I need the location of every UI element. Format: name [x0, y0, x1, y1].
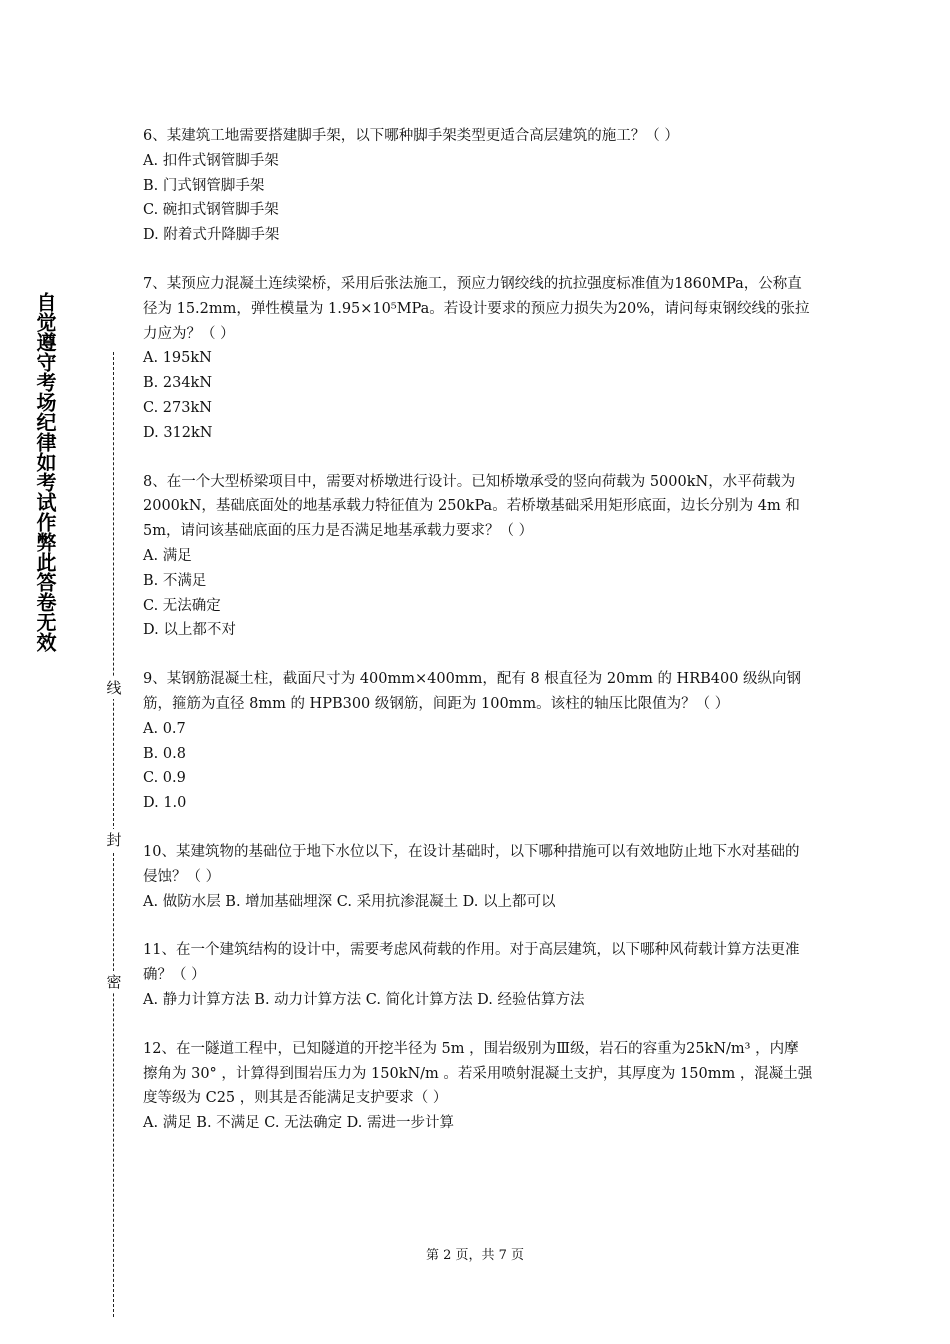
option-d: D. 1.0 — [143, 795, 187, 812]
option-d: D. 附着式升降脚手架 — [143, 227, 280, 244]
page-number-footer: 第 2 页，共 7 页 — [425, 1248, 525, 1263]
exam-discipline-slogan: 自觉遵守考场纪律如考试作弊此答卷无效 — [33, 292, 57, 652]
question-text: 6、某建筑工地需要搭建脚手架，以下哪种脚手架类型更适合高层建筑的施工？（ ） — [143, 128, 679, 144]
option-a: A. 195kN — [143, 350, 212, 367]
seal-label-xian: 线 — [104, 677, 124, 699]
question-text: 11、在一个建筑结构的设计中，需要考虑风荷载的作用。对于高层建筑，以下哪种风荷载计算方法更准确？（ ） — [143, 942, 800, 984]
option-b: B. 门式钢管脚手架 — [143, 177, 265, 194]
option-d: D. 以上都不对 — [143, 622, 236, 639]
option-b: B. 不满足 — [143, 572, 207, 589]
options-line: A. 满足 B. 不满足 C. 无法确定 D. 需进一步计算 — [143, 1115, 455, 1132]
option-c: C. 碗扣式钢管脚手架 — [143, 202, 279, 219]
options-line: A. 做防水层 B. 增加基础埋深 C. 采用抗渗混凝土 D. 以上都可以 — [143, 893, 556, 910]
option-c: C. 无法确定 — [143, 597, 221, 614]
question-9 — [143, 667, 813, 816]
option-c: C. 273kN — [143, 399, 212, 416]
question-8 — [143, 470, 813, 644]
question-text: 8、在一个大型桥梁项目中，需要对桥墩进行设计。已知桥墩承受的竖向荷载为 5000kN，水平荷载为 2000kN，基础底面处的地基承载力特征值为 250kPa。若桥墩基础采用矩形底面，边长分别为 4m 和 5m，请问该基础底面的压力是否满足地基承载力要求？（ ） — [143, 473, 800, 540]
question-list — [143, 124, 813, 1160]
question-6 — [143, 124, 813, 248]
question-10 — [143, 840, 813, 914]
question-12 — [143, 1037, 813, 1136]
option-a: A. 满足 — [143, 547, 192, 564]
seal-label-feng: 封 — [104, 829, 124, 851]
seal-label-mi: 密 — [104, 971, 124, 993]
option-c: C. 0.9 — [143, 770, 186, 787]
option-d: D. 312kN — [143, 424, 213, 441]
options-line: A. 静力计算方法 B. 动力计算方法 C. 简化计算方法 D. 经验估算方法 — [143, 991, 585, 1008]
question-text: 12、在一隧道工程中，已知隧道的开挖半径为 5m ，围岩级别为Ⅲ级，岩石的容重为25kN/m³ ，内摩擦角为 30° ，计算得到围岩压力为 150kN/m 。若采用喷射混凝土支护，其厚度为 150mm ，混凝土强度等级为 C25 ，则其是否能满足支护要求（ ） — [143, 1040, 813, 1107]
question-text: 7、某预应力混凝土连续梁桥，采用后张法施工，预应力钢绞线的抗拉强度标准值为1860MPa，公称直径为 15.2mm，弹性模量为 1.95×10⁵MPa。若设计要求的预应力损失为20%，请问每束钢绞线的张拉力应为？（ ） — [143, 275, 810, 342]
option-b: B. 234kN — [143, 375, 213, 392]
question-text: 10、某建筑物的基础位于地下水位以下，在设计基础时，以下哪种措施可以有效地防止地下水对基础的侵蚀？（ ） — [143, 843, 800, 885]
option-a: A. 0.7 — [143, 720, 186, 737]
option-b: B. 0.8 — [143, 745, 186, 762]
option-a: A. 扣件式钢管脚手架 — [143, 152, 279, 169]
question-7 — [143, 272, 813, 446]
question-text: 9、某钢筋混凝土柱，截面尺寸为 400mm×400mm，配有 8 根直径为 20mm 的 HRB400 级纵向钢筋，箍筋为直径 8mm 的 HPB300 级钢筋，间距为 100mm。该柱的轴压比限值为？（ ） — [143, 671, 802, 712]
question-11 — [143, 938, 813, 1012]
